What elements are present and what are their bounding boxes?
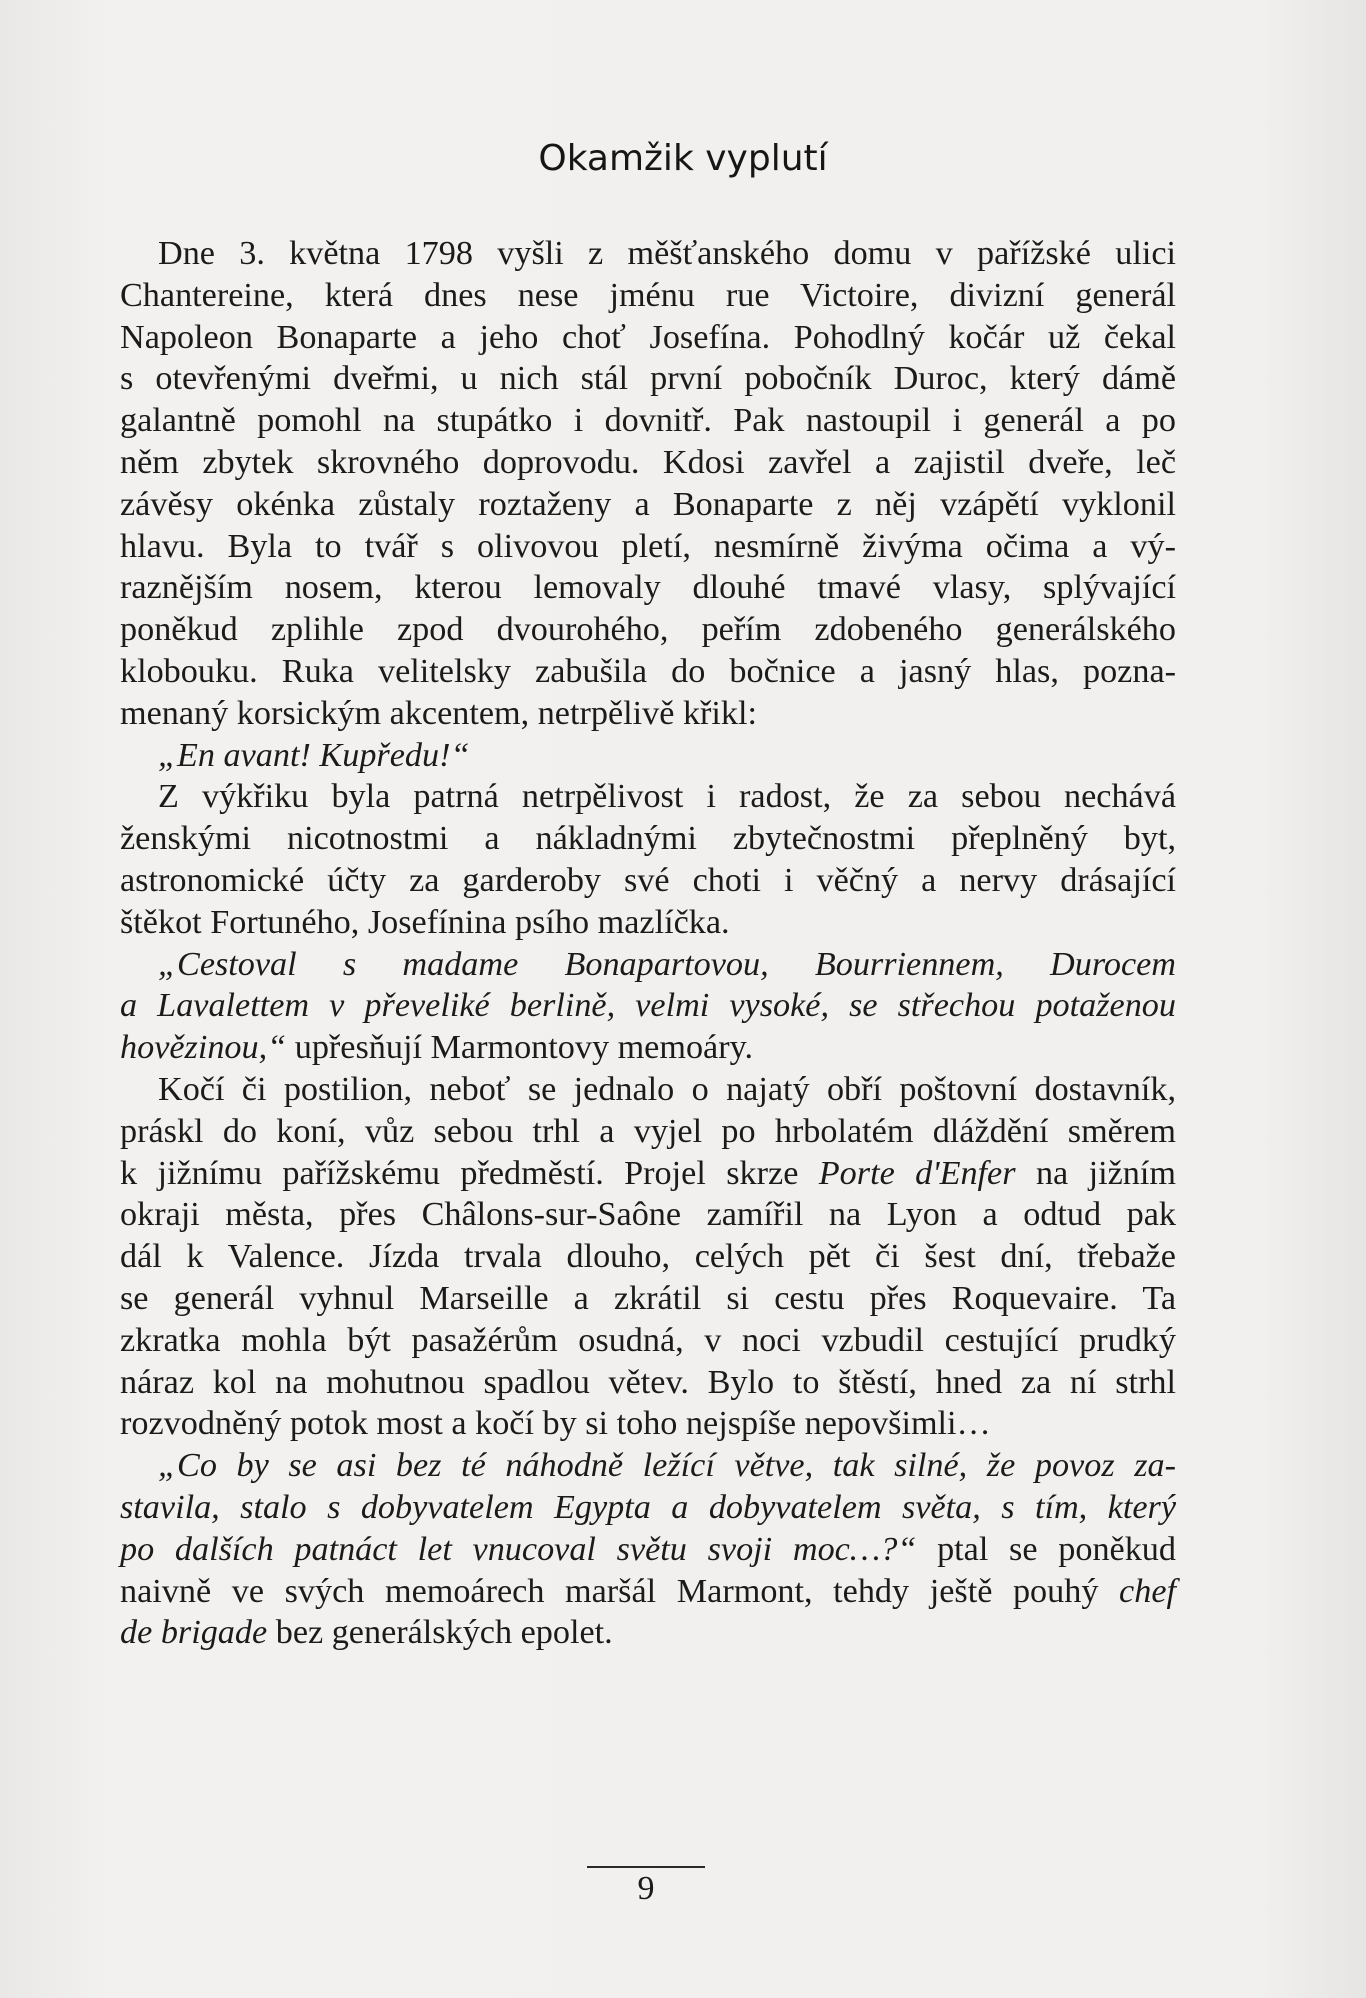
text-line: něm zbytek skrovného doprovodu. Kdosi zavřel a zajistil dveře, leč [120,443,1176,481]
text-line [120,1571,1176,1613]
text-line: astronomické účty za garderoby své choti i věčný a nervy drásající [120,861,1176,899]
chapter-title: Okamžik vyplutí [538,138,828,179]
text-line: zkratka mohla být pasažérům osudná, v noci vzbudil cestující prudký [120,1321,1176,1359]
text-line: náraz kol na mohutnou spadlou větev. Bylo to štěstí, hned za ní strhl [120,1363,1176,1401]
text-line: hlavu. Byla to tvář s olivovou pletí, nesmírně živýma očima a vý- [120,527,1176,565]
text-line: „En avant! Kupředu!“ [158,736,470,774]
text-line: „Co by se asi bez té náhodně ležící větve, tak silné, že povoz za- [158,1447,1176,1485]
text-line: ženskými nicotnostmi a nákladnými zbytečnostmi přeplněný byt, [120,820,1176,858]
italic-span: Porte d'Enfer [818,1154,1016,1192]
text-span: bez generálských epolet. [267,1614,613,1652]
text-line: Napoleon Bonaparte a jeho choť Josefína. Pohodlný kočár už čekal [120,318,1176,356]
text-line: Chantereine, která dnes nese jménu rue Victoire, divizní generál [120,276,1176,314]
text-line [120,1529,1176,1571]
text-line: galantně pomohl na stupátko i dovnitř. Pak nastoupil i generál a po [120,402,1176,440]
text-line: poněkud zplihle zpod dvourohého, peřím zdobeného generálského [120,611,1176,649]
italic-span: chef [1119,1572,1176,1610]
text-span: upřesňují Marmontovy memoáry. [286,1029,754,1067]
text-line: s otevřenými dveřmi, u nich stál první pobočník Duroc, který dámě [120,360,1176,398]
text-line: Dne 3. května 1798 vyšli z měšťanského domu v pařížské ulici [158,235,1176,272]
text-line: okraji města, přes Châlons-sur-Saône zamířil na Lyon a odtud pak [120,1196,1176,1234]
text-line: raznějším nosem, kterou lemovaly dlouhé tmavé vlasy, splývající [120,569,1176,607]
text-line [120,1612,1176,1654]
text-line: stavila, stalo s dobyvatelem Egypta a dobyvatelem světa, s tím, který [120,1488,1176,1526]
text-line: práskl do koní, vůz sebou trhl a vyjel po hrbolatém dláždění směrem [120,1112,1176,1150]
text-line: se generál vyhnul Marseille a zkrátil si cestu přes Roquevaire. Ta [120,1279,1176,1317]
text-span: na jižním [1015,1154,1176,1192]
text-line: a Lavalettem v převeliké berlině, velmi vysoké, se střechou potaženou [120,987,1176,1025]
text-line [120,1153,1176,1195]
text-line: klobouku. Ruka velitelsky zabušila do bočnice a jasný hlas, pozna- [120,652,1176,690]
text-line: závěsy okénka zůstaly roztaženy a Bonaparte z něj vzápětí vyklonil [120,485,1176,523]
text-span: k jižnímu pařížskému předměstí. Projel skrze [120,1154,819,1192]
text-line: dál k Valence. Jízda trvala dlouho, celých pět či šest dní, třebaže [120,1238,1176,1276]
text-line: „Cestoval s madame Bonapartovou, Bourriennem, Durocem [158,945,1176,983]
text-line: rozvodněný potok most a kočí by si toho nejspíše nepovšimli… [120,1405,991,1443]
italic-span: de brigade [120,1614,268,1652]
page-number: 9 [637,1870,655,1907]
italic-span: hovězinou,“ [120,1029,287,1067]
text-span: ptal se poněkud [916,1530,1176,1568]
italic-span: po dalších patnáct let vnucoval světu svoji moc…?“ [120,1530,917,1568]
text-line: menaný korsickým akcentem, netrpělivě křikl: [120,694,758,732]
text-line [120,1027,1176,1069]
text-line: štěkot Fortuného, Josefínina psího mazlíčka. [120,903,730,941]
text-line: Kočí či postilion, neboť se jednalo o najatý obří poštovní dostavník, [158,1070,1176,1108]
body-text [120,233,1176,1654]
footer-rule [587,1866,705,1868]
text-span: naivně ve svých memoárech maršál Marmont, tehdy ještě pouhý [120,1572,1120,1610]
text-line: Z výkřiku byla patrná netrpělivost i radost, že za sebou nechává [158,778,1176,816]
